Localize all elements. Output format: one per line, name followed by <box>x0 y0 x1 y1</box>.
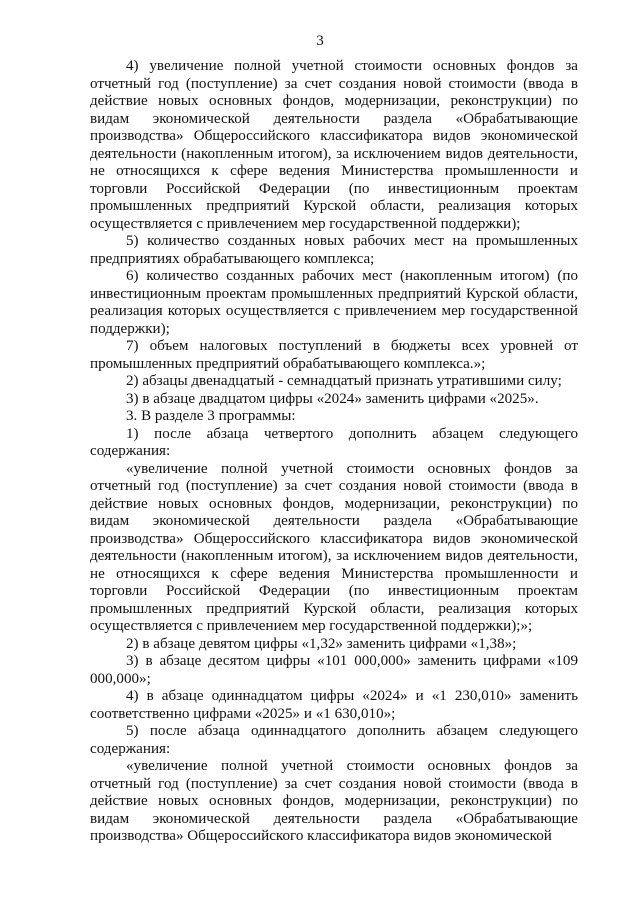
paragraph-item-5-new-jobs: 5) количество созданных новых рабочих мест на промышленных предприятиях обрабатывающего комплекса; <box>90 233 578 267</box>
paragraph-item-6-created-jobs: 6) количество созданных рабочих мест (накопленным итогом) (по инвестиционным проектам промышленных предприятий Курской области, реализация которых осуществляется с привлечением мер государственной поддержки); <box>90 268 578 337</box>
paragraph-section-3-heading: 3. В разделе 3 программы: <box>126 408 296 424</box>
paragraph-quoted-fixed-assets-2: «увеличение полной учетной стоимости основных фондов за отчетный год (поступление) за счет создания новой стоимости (ввода в действие новых основных фондов, модернизации, реконструкции) по видам экономической деятельности раздела «Обрабатывающие производства» Общероссийского классификатора видов экономической <box>90 758 578 844</box>
paragraph-item-3-replace-year: 3) в абзаце двадцатом цифры «2024» заменить цифрами «2025». <box>126 390 539 407</box>
page-number: 3 <box>316 33 324 49</box>
paragraph-item-4-replace-2024: 4) в абзаце одиннадцатом цифры «2024» и «1 230,010» заменить соответственно цифрами «2025» и «1 630,010»; <box>90 688 578 722</box>
paragraph-item-2-replace-1-32: 2) в абзаце девятом цифры «1,32» заменить цифрами «1,38»; <box>126 635 517 652</box>
paragraph-quoted-fixed-assets: «увеличение полной учетной стоимости основных фондов за отчетный год (поступление) за счет создания новой стоимости (ввода в действие новых основных фондов, модернизации, реконструкции) по видам экономической деятельности раздела «Обрабатывающие производства» Общероссийского классификатора видов экономической деятельности (накопленным итогом), за исключением видов деятельности, не относящихся к сфере ведения Министерства промышленности и торговли Российской Федерации (по инвестиционным проектам промышленных предприятий Курской области, реализация которых осуществляется с привлечением мер государственной поддержки);»; <box>90 460 578 634</box>
paragraph-item-4-fixed-assets: 4) увеличение полной учетной стоимости основных фондов за отчетный год (поступление) за счет создания новой стоимости (ввода в действие новых основных фондов, модернизации, реконструкции) по видам экономической деятельности раздела «Обрабатывающие производства» Общероссийского классификатора видов экономической деятельности (накопленным итогом), за исключением видов деятельности, не относящихся к сфере ведения Министерства промышленности и торговли Российской Федерации (по инвестиционным проектам промышленных предприятий Курской области, реализация которых осуществляется с привлечением мер государственной поддержки); <box>90 58 578 232</box>
paragraph-item-1-add-paragraph: 1) после абзаца четвертого дополнить абзацем следующего содержания: <box>90 425 578 459</box>
paragraph-item-2-void-paragraphs: 2) абзацы двенадцатый - семнадцатый признать утратившими силу; <box>126 373 562 389</box>
paragraph-item-5-add-paragraph: 5) после абзаца одиннадцатого дополнить абзацем следующего содержания: <box>90 723 578 757</box>
paragraph-item-7-tax-revenue: 7) объем налоговых поступлений в бюджеты всех уровней от промышленных предприятий обрабатывающего комплекса.»; <box>90 338 578 372</box>
document-body <box>90 58 578 846</box>
paragraph-item-3-replace-101000: 3) в абзаце десятом цифры «101 000,000» заменить цифрами «109 000,000»; <box>90 653 578 687</box>
